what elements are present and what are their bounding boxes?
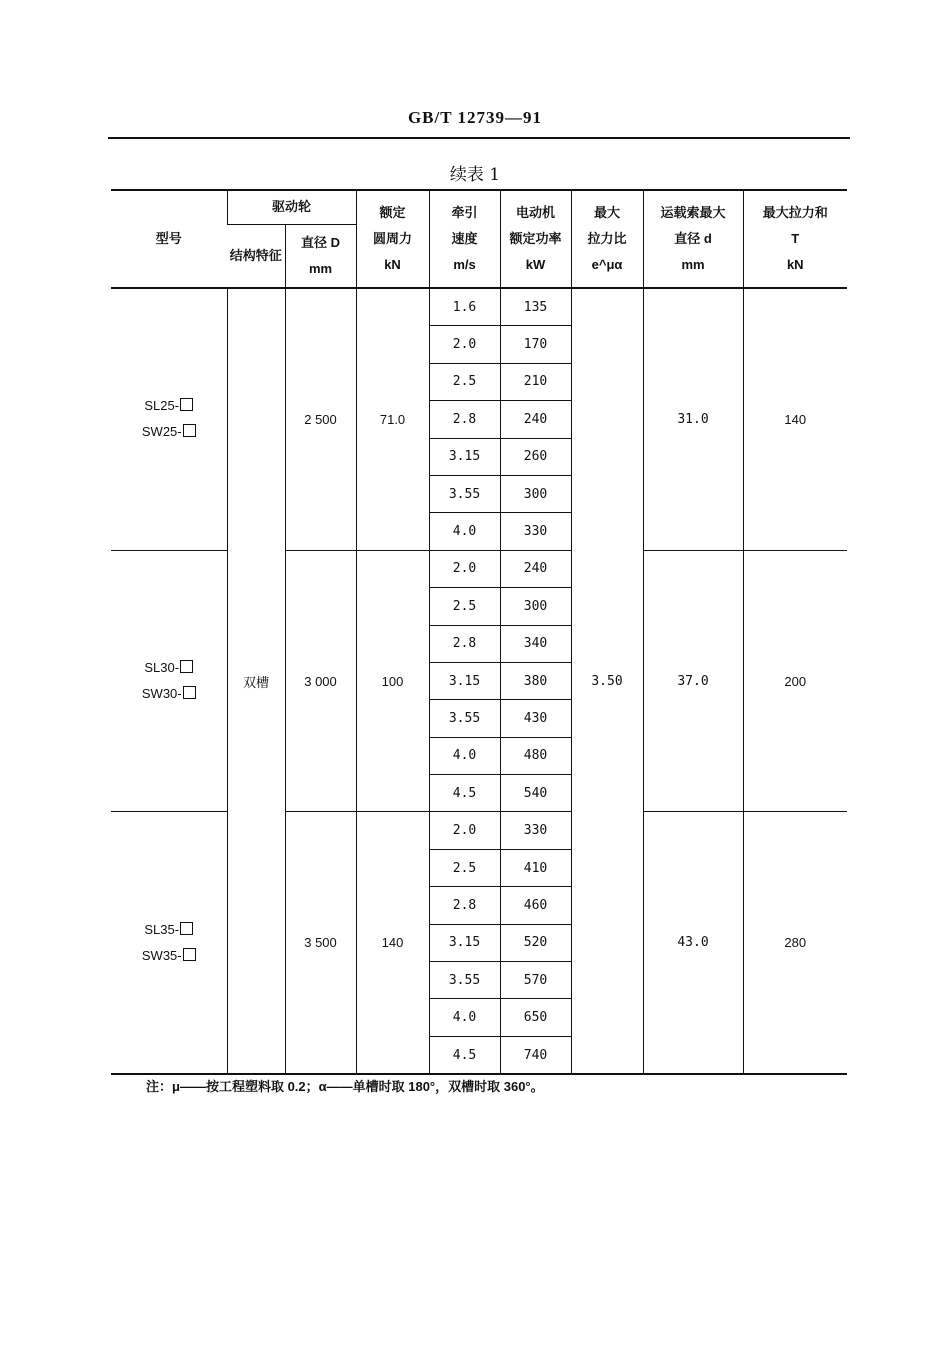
table-row	[111, 550, 847, 587]
checkbox-square-icon	[180, 660, 193, 673]
speed-cell: 2.0	[429, 812, 500, 849]
speed-cell: 2.8	[429, 401, 500, 438]
col-header-tension: 最大拉力和 T kN	[743, 190, 847, 288]
speed-cell: 4.0	[429, 513, 500, 550]
checkbox-square-icon	[183, 686, 196, 699]
col-header-drive-wheel: 驱动轮	[227, 190, 356, 224]
power-cell: 330	[500, 812, 571, 849]
col-header-model: 型号	[111, 190, 227, 288]
power-cell: 210	[500, 363, 571, 400]
col-header-power: 电动机 额定功率 kW	[500, 190, 571, 288]
speed-cell: 4.0	[429, 737, 500, 774]
tension-cell: 140	[743, 288, 847, 550]
force-cell: 100	[356, 550, 429, 812]
speed-cell: 3.15	[429, 662, 500, 699]
power-cell: 240	[500, 401, 571, 438]
power-cell: 650	[500, 999, 571, 1036]
diameter-cell: 3 500	[285, 812, 356, 1074]
speed-cell: 2.0	[429, 550, 500, 587]
ratio-cell: 3.50	[571, 288, 643, 1074]
col-header-rope-diameter: 运载索最大 直径 d mm	[643, 190, 743, 288]
model-label: SW30-	[111, 681, 227, 707]
diameter-cell: 3 000	[285, 550, 356, 812]
power-cell: 520	[500, 924, 571, 961]
speed-cell: 2.5	[429, 849, 500, 886]
col-header-diameter: 直径 D mm	[285, 224, 356, 288]
model-label: SW25-	[111, 419, 227, 445]
table-row	[111, 288, 847, 326]
tension-cell: 200	[743, 550, 847, 812]
structure-cell: 双槽	[227, 288, 285, 1074]
model-cell	[111, 812, 227, 1074]
col-header-speed: 牵引 速度 m/s	[429, 190, 500, 288]
table-body	[111, 288, 847, 1074]
power-cell: 460	[500, 887, 571, 924]
speed-cell: 3.15	[429, 438, 500, 475]
power-cell: 410	[500, 849, 571, 886]
speed-cell: 3.15	[429, 924, 500, 961]
power-cell: 540	[500, 775, 571, 812]
power-cell: 300	[500, 588, 571, 625]
power-cell: 380	[500, 662, 571, 699]
power-cell: 170	[500, 326, 571, 363]
rope-diameter-cell: 43.0	[643, 812, 743, 1074]
model-label: SL30-	[111, 655, 227, 681]
power-cell: 330	[500, 513, 571, 550]
power-cell: 135	[500, 288, 571, 326]
checkbox-square-icon	[183, 424, 196, 437]
force-cell: 140	[356, 812, 429, 1074]
table-caption: 续表 1	[449, 165, 501, 185]
spec-table	[111, 189, 847, 1075]
rope-diameter-cell: 31.0	[643, 288, 743, 550]
power-cell: 480	[500, 737, 571, 774]
power-cell: 340	[500, 625, 571, 662]
power-cell: 300	[500, 475, 571, 512]
speed-cell: 4.5	[429, 1036, 500, 1074]
speed-cell: 3.55	[429, 962, 500, 999]
header-rule	[108, 137, 850, 139]
tension-cell: 280	[743, 812, 847, 1074]
speed-cell: 3.55	[429, 700, 500, 737]
force-cell: 71.0	[356, 288, 429, 550]
model-cell	[111, 288, 227, 550]
checkbox-square-icon	[183, 948, 196, 961]
rope-diameter-cell: 37.0	[643, 550, 743, 812]
speed-cell: 2.5	[429, 588, 500, 625]
footnote: 注：μ——按工程塑料取 0.2；α——单槽时取 180°，双槽时取 360°。	[146, 1079, 544, 1094]
speed-cell: 4.5	[429, 775, 500, 812]
power-cell: 430	[500, 700, 571, 737]
model-cell	[111, 550, 227, 812]
power-cell: 570	[500, 962, 571, 999]
speed-cell: 4.0	[429, 999, 500, 1036]
power-cell: 240	[500, 550, 571, 587]
col-header-structure: 结构特征	[227, 224, 285, 288]
speed-cell: 2.5	[429, 363, 500, 400]
diameter-cell: 2 500	[285, 288, 356, 550]
col-header-force: 额定 圆周力 kN	[356, 190, 429, 288]
page-header: GB/T 12739—91	[407, 108, 543, 127]
model-label: SW35-	[111, 943, 227, 969]
speed-cell: 2.8	[429, 625, 500, 662]
power-cell: 260	[500, 438, 571, 475]
col-header-ratio: 最大 拉力比 e^μα	[571, 190, 643, 288]
checkbox-square-icon	[180, 922, 193, 935]
model-label: SL35-	[111, 917, 227, 943]
power-cell: 740	[500, 1036, 571, 1074]
table-row	[111, 812, 847, 849]
speed-cell: 1.6	[429, 288, 500, 326]
speed-cell: 2.0	[429, 326, 500, 363]
speed-cell: 3.55	[429, 475, 500, 512]
speed-cell: 2.8	[429, 887, 500, 924]
model-label: SL25-	[111, 393, 227, 419]
checkbox-square-icon	[180, 398, 193, 411]
